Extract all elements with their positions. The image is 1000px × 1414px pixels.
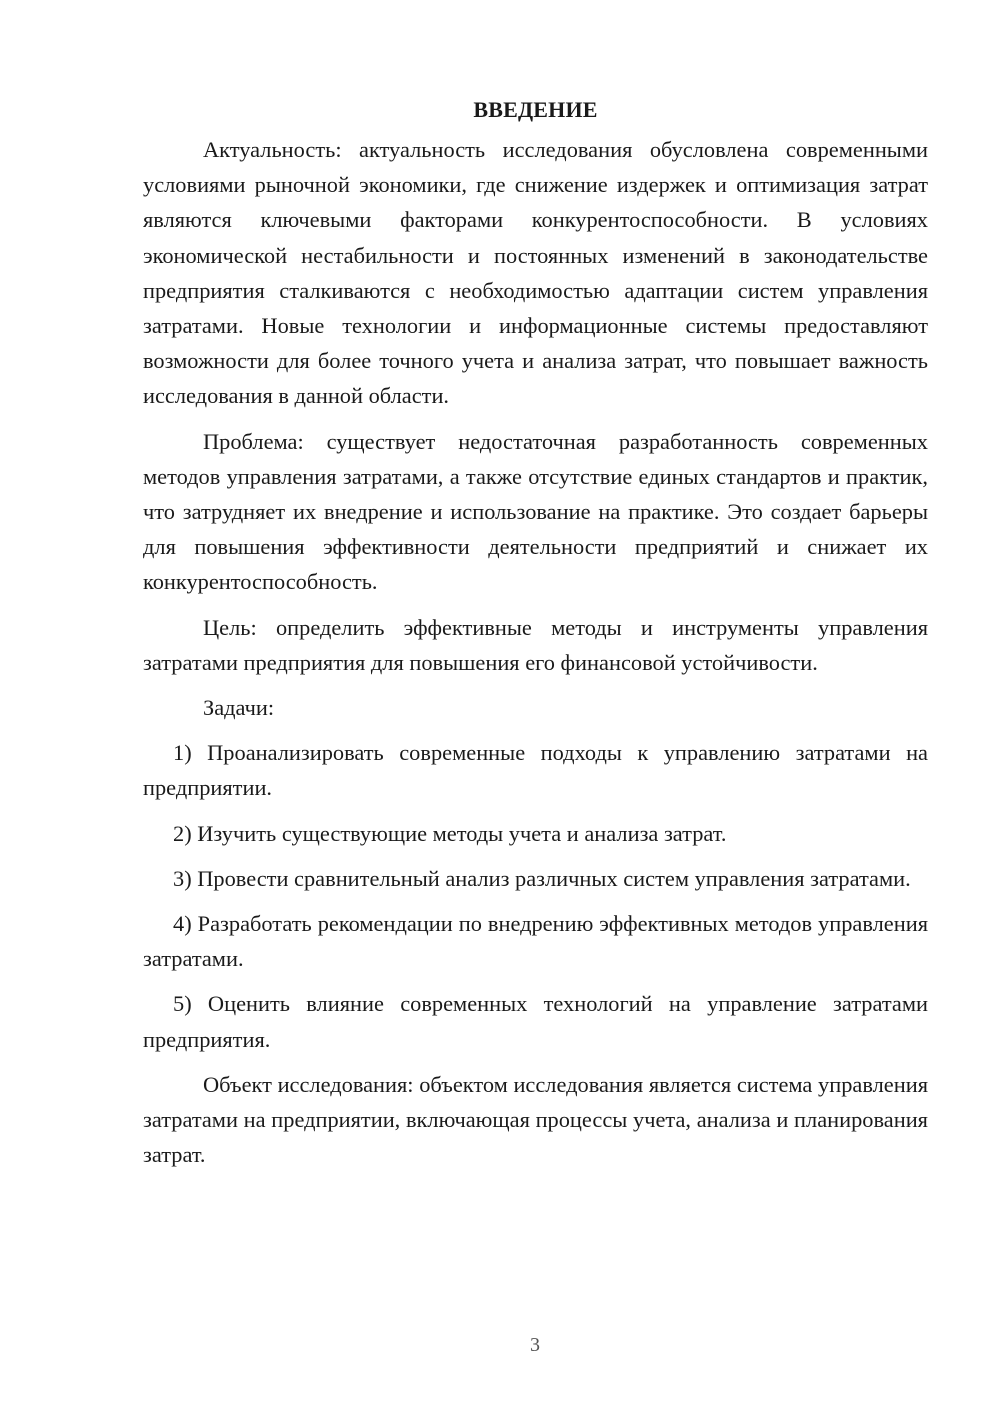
- document-page: [143, 88, 928, 1172]
- problem-paragraph: Проблема: существует недостаточная разработанность современных методов управления затратами, а также отсутствие единых стандартов и практик, что затрудняет их внедрение и использование на практике. Это создает барьеры для повышения эффективности деятельности предприятий и снижает их конкурентоспособность.: [143, 428, 928, 595]
- object-paragraph: Объект исследования: объектом исследования является система управления затратами на предприятии, включающая процессы учета, анализа и планирования затрат.: [143, 1071, 928, 1168]
- relevance-paragraph: Актуальность: актуальность исследования обусловлена современными условиями рыночной экономики, где снижение издержек и оптимизация затрат являются ключевыми факторами конкурентоспособности. В условиях экономической нестабильности и постоянных изменений в законодательстве предприятия сталкиваются с необходимостью адаптации систем управления затратами. Новые технологии и информационные системы предоставляют возможности для более точного учета и анализа затрат, что повышает важность исследования в данной области.: [143, 137, 928, 409]
- task-item-5: 5) Оценить влияние современных технологий на управление затратами предприятия.: [143, 991, 928, 1052]
- task-item-4: 4) Разработать рекомендации по внедрению эффективных методов управления затратами.: [143, 911, 928, 972]
- task-item-3: 3) Провести сравнительный анализ различных систем управления затратами.: [173, 865, 911, 891]
- goal-paragraph: Цель: определить эффективные методы и инструменты управления затратами предприятия для повышения его финансовой устойчивости.: [143, 614, 928, 675]
- task-item-1: 1) Проанализировать современные подходы к управлению затратами на предприятии.: [143, 740, 928, 801]
- section-title: ВВЕДЕНИЕ: [473, 97, 598, 122]
- page-number: 3: [530, 1334, 540, 1356]
- task-item-2: 2) Изучить существующие методы учета и анализа затрат.: [173, 820, 727, 846]
- tasks-heading: Задачи:: [203, 695, 275, 721]
